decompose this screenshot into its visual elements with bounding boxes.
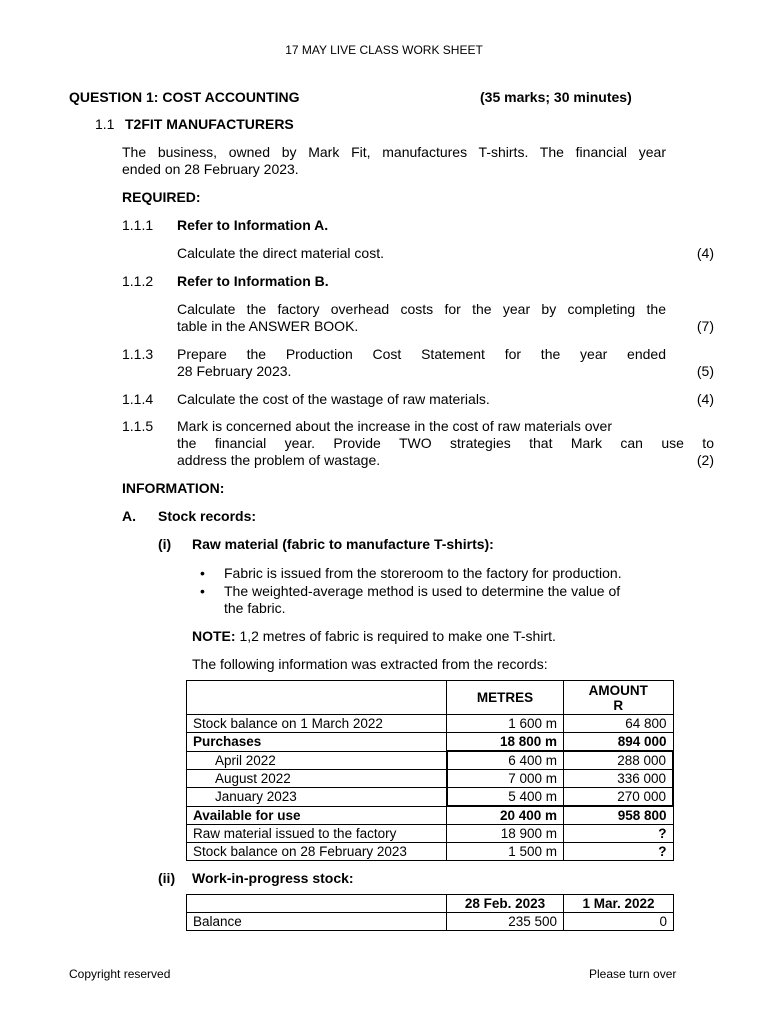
row-label: Purchases [187,733,447,752]
table-row [187,788,674,807]
header-metres: METRES [447,681,564,715]
header-blank [187,895,447,913]
q115-marks: (2) [696,452,714,468]
table-row [187,715,674,733]
header-amount-line-1: AMOUNT [588,682,648,698]
table-row [187,806,674,825]
bullet-icon: • [200,583,205,599]
row-metres: 1 600 m [447,715,564,733]
row-metres: 20 400 m [447,806,564,825]
row-label: Raw material issued to the factory [187,825,447,843]
info-a-title: Stock records: [158,508,257,524]
q111-text: Calculate the direct material cost. [177,245,384,261]
table-row [187,751,674,770]
q112-line-2: table in the ANSWER BOOK. [177,318,359,334]
row-amount: 894 000 [564,733,674,752]
row-label: Available for use [187,806,447,825]
row-metres: 18 900 m [447,825,564,843]
bullet-item-1 [200,565,622,582]
table-row [187,913,674,931]
sub-i-number: (i) [158,536,172,552]
question-marks: (35 marks; 30 minutes) [480,89,632,105]
footer-copyright: Copyright reserved [69,967,171,981]
row-value-28-feb: 235 500 [447,913,564,931]
header-amount-line-2: R [613,697,624,713]
stock-table-header [187,681,674,715]
page-header: 17 MAY LIVE CLASS WORK SHEET [285,43,483,57]
bullet-text-1: Fabric is issued from the storeroom to the factory for production. [224,565,622,581]
bullet-item-2 [200,583,621,600]
row-amount: ? [564,843,674,861]
stock-table [186,680,674,861]
wip-table-header [187,895,674,913]
row-amount: 336 000 [564,770,674,788]
q115-line-2: the financial year. Provide TWO strategies that Mark can use to [177,435,714,451]
extract-text: The following information was extracted from the records: [192,656,548,672]
row-value-1-mar: 0 [564,913,674,931]
row-amount: 64 800 [564,715,674,733]
q111-title: Refer to Information A. [177,217,329,233]
q113-marks: (5) [696,363,714,379]
section-title: T2FIT MANUFACTURERS [125,116,294,132]
row-label: April 2022 [187,751,447,770]
header-1-mar: 1 Mar. 2022 [564,895,674,913]
row-amount: 288 000 [564,751,674,770]
q112-line-1: Calculate the factory overhead costs for the year by completing the [177,301,666,317]
bullet-icon: • [200,565,205,581]
header-amount [564,681,674,715]
q112-title: Refer to Information B. [177,273,329,289]
information-heading: INFORMATION: [122,480,225,496]
q114-marks: (4) [696,391,714,407]
info-a-letter: A. [122,508,136,524]
row-amount: ? [564,825,674,843]
sub-i-title: Raw material (fabric to manufacture T-shirts): [192,536,494,552]
q113-number: 1.1.3 [122,346,154,362]
sub-ii-title: Work-in-progress stock: [192,870,354,886]
q114-text: Calculate the cost of the wastage of raw materials. [177,391,490,407]
row-label: Balance [187,913,447,931]
table-row [187,843,674,861]
row-label: Stock balance on 28 February 2023 [187,843,447,861]
q113-line-1: Prepare the Production Cost Statement for the year ended [177,346,666,362]
row-metres: 18 800 m [447,733,564,752]
bullet-text-2-cont: the fabric. [224,600,286,616]
header-28-feb: 28 Feb. 2023 [447,895,564,913]
question-title: QUESTION 1: COST ACCOUNTING [69,89,300,105]
section-number: 1.1 [95,116,115,132]
table-row [187,825,674,843]
q112-number: 1.1.2 [122,273,154,289]
q112-marks: (7) [696,318,714,334]
note-label: NOTE: [192,628,236,644]
q111-number: 1.1.1 [122,217,154,233]
row-label: Stock balance on 1 March 2022 [187,715,447,733]
q115-line-1: Mark is concerned about the increase in the cost of raw materials over [177,418,612,434]
q113-line-2: 28 February 2023. [177,363,292,379]
q111-marks: (4) [696,245,714,261]
note [192,628,556,645]
row-label: January 2023 [187,788,447,807]
required-heading: REQUIRED: [122,189,201,205]
q115-number: 1.1.5 [122,418,154,434]
row-amount: 958 800 [564,806,674,825]
sub-ii-number: (ii) [158,870,176,886]
table-row [187,733,674,752]
row-metres: 6 400 m [447,751,564,770]
bullet-text-2: The weighted-average method is used to determine the value of [224,583,621,599]
row-metres: 5 400 m [447,788,564,807]
header-blank [187,681,447,715]
note-text: 1,2 metres of fabric is required to make one T-shirt. [235,628,556,644]
footer-turn-over: Please turn over [589,967,677,981]
intro-line-2: ended on 28 February 2023. [122,161,299,177]
table-row [187,770,674,788]
q115-line-3: address the problem of wastage. [177,452,381,468]
wip-table [186,894,674,931]
intro-line-1: The business, owned by Mark Fit, manufactures T-shirts. The financial year [122,144,666,160]
q114-number: 1.1.4 [122,391,154,407]
row-metres: 1 500 m [447,843,564,861]
row-amount: 270 000 [564,788,674,807]
row-label: August 2022 [187,770,447,788]
row-metres: 7 000 m [447,770,564,788]
